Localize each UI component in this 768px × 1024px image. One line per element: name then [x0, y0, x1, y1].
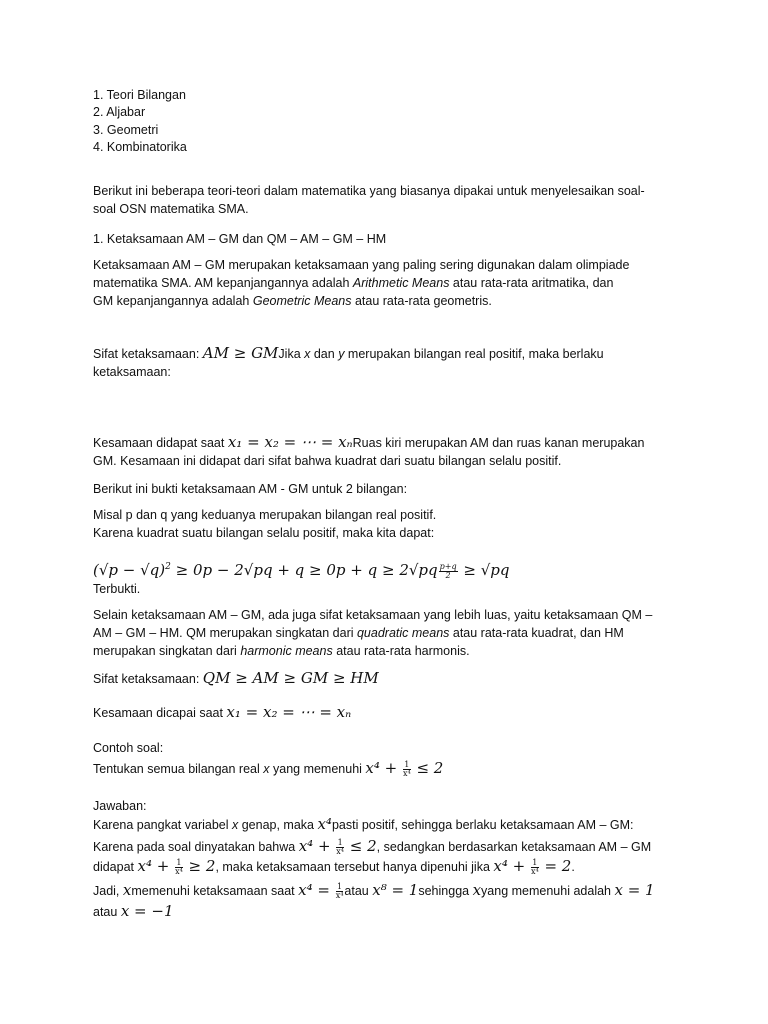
intro-line: soal OSN matematika SMA.: [93, 202, 249, 216]
list-item: 3. Geometri: [93, 123, 159, 137]
bukti-title: Berikut ini bukti ketaksamaan AM - GM untuk 2 bilangan:: [93, 482, 408, 496]
sifat-line: Sifat ketaksamaan: QM ≥ AM ≥ GM ≥ HM: [93, 669, 379, 687]
paragraph-line: merupakan singkatan dari harmonic means atau rata-rata harmonis.: [93, 644, 470, 658]
kesamaan-line: Kesamaan didapat saat x₁ = x₂ = ⋯ = xₙRuas kiri merupakan AM dan ruas kanan merupakan: [93, 433, 645, 451]
jawaban-line: Jadi, xmemenuhi ketaksamaan saat x⁴ = $\frac{1}{\text{x⁴}}$ atau x⁸ = 1sehingga xyang memenuhi adalah x = 1: [93, 881, 655, 901]
formula: QM ≥ AM ≥ GM ≥ HM: [202, 669, 379, 687]
paragraph-line: GM kepanjangannya adalah Geometric Means atau rata-rata geometris.: [93, 294, 492, 308]
paragraph-line: Ketaksamaan AM – GM merupakan ketaksamaan yang paling sering digunakan dalam olimpiade: [93, 258, 630, 272]
terbukti-text: Terbukti.: [93, 582, 141, 596]
intro-line: Berikut ini beberapa teori-teori dalam matematika yang biasanya dipakai untuk menyelesaikan soal-: [93, 184, 645, 198]
paragraph-line: matematika SMA. AM kepanjangannya adalah Arithmetic Means atau rata-rata aritmatika, dan: [93, 276, 614, 290]
section-title: 1. Ketaksamaan AM – GM dan QM – AM – GM – HM: [93, 232, 387, 246]
list-item: 4. Kombinatorika: [93, 140, 187, 154]
misal-line: Misal p dan q yang keduanya merupakan bilangan real positif.: [93, 508, 437, 522]
fraction: $\frac{p+q}{2}$: [439, 561, 457, 580]
jawaban-line: Karena pada soal dinyatakan bahwa x⁴ + $\frac{1}{\text{x⁴}}$ ≤ 2, sedangkan berdasarkan ketaksamaan AM – GM: [93, 837, 652, 857]
kesamaan-line: Kesamaan dicapai saat x₁ = x₂ = ⋯ = xₙ: [93, 703, 352, 721]
formula: AM ≥ GM: [202, 344, 279, 362]
list-item: 1. Teori Bilangan: [93, 88, 186, 102]
list-item: 2. Aljabar: [93, 105, 146, 119]
jawaban-line: didapat x⁴ + $\frac{1}{\text{x⁴}}$ ≥ 2, maka ketaksamaan tersebut hanya dipenuhi jika x⁴ + $\frac{1}{\text{x⁴}}$ = 2.: [93, 857, 575, 877]
formula: x₁ = x₂ = ⋯ = xₙ: [226, 703, 352, 721]
contoh-title: Contoh soal:: [93, 741, 164, 755]
kesamaan-line: GM. Kesamaan ini didapat dari sifat bahwa kuadrat dari suatu bilangan selalu positif.: [93, 454, 562, 468]
fraction: $\frac{1}{\text{x⁴}}$: [402, 760, 411, 779]
paragraph-line: AM – GM – HM. QM merupakan singkatan dari quadratic means atau rata-rata kuadrat, dan HM: [93, 626, 624, 640]
sifat-line: Sifat ketaksamaan: AM ≥ GMJika x dan y merupakan bilangan real positif, maka berlaku: [93, 344, 604, 362]
jawaban-line: atau x = −1: [93, 902, 174, 920]
jawaban-line: Karena pangkat variabel x genap, maka x⁴pasti positif, sehingga berlaku ketaksamaan AM – GM:: [93, 815, 634, 833]
paragraph-line: Selain ketaksamaan AM – GM, ada juga sifat ketaksamaan yang lebih luas, yaitu ketaksamaan QM –: [93, 608, 653, 622]
contoh-question: Tentukan semua bilangan real x yang memenuhi x⁴ + $\frac{1}{\text{x⁴}}$ ≤ 2: [93, 759, 444, 779]
jawaban-title: Jawaban:: [93, 799, 147, 813]
misal-line: Karena kuadrat suatu bilangan selalu positif, maka kita dapat:: [93, 526, 435, 540]
sifat-line: ketaksamaan:: [93, 365, 171, 379]
formula: x₁ = x₂ = ⋯ = xₙ: [227, 433, 353, 451]
proof-formula: $(√p - √q)^2 \ge 0p - 2√pq + q \ge 0p + q \ge 2√pq$ $\frac{p+q}{2}$ ≥ √pq: [93, 561, 510, 580]
